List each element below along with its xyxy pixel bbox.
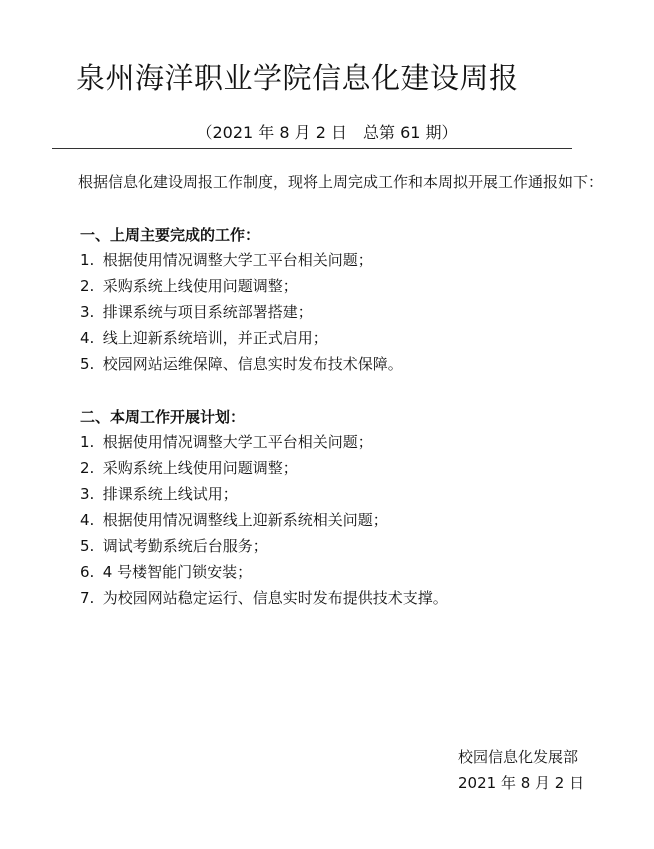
list-item-text: 4 号楼智能门锁安装； [102,563,253,581]
list-item [80,325,403,351]
list-item [80,299,403,325]
list-item [80,507,448,533]
section-this-week-heading: 二、本周工作开展计划： [80,408,246,426]
list-item-number: 1. [80,251,95,269]
list-item-number: 5. [80,355,95,373]
section-last-week-heading: 一、上周主要完成的工作： [80,226,261,244]
list-item-text: 排课系统上线试用； [102,485,238,503]
list-item-number: 5. [80,537,95,555]
list-item-text: 为校园网站稳定运行、信息实时发布提供技术支撑。 [102,589,448,607]
issue-info: （2021 年 8 月 2 日 总第 61 期） [196,123,458,142]
list-item [80,585,448,611]
report-title: 泉州海洋职业学院信息化建设周报 [76,61,519,95]
list-item-number: 2. [80,277,95,295]
list-item-number: 4. [80,329,95,347]
list-item-text: 根据使用情况调整大学工平台相关问题； [102,251,373,269]
list-item [80,351,403,377]
list-item [80,455,448,481]
list-item [80,533,448,559]
this-week-list [80,429,448,611]
list-item [80,429,448,455]
list-item-number: 3. [80,485,95,503]
list-item [80,481,448,507]
list-item [80,247,403,273]
list-item-text: 采购系统上线使用问题调整； [102,277,298,295]
list-item-number: 3. [80,303,95,321]
list-item-text: 根据使用情况调整线上迎新系统相关问题； [102,511,388,529]
list-item-text: 根据使用情况调整大学工平台相关问题； [102,433,373,451]
list-item [80,559,448,585]
list-item-text: 调试考勤系统后台服务； [102,537,268,555]
intro-paragraph: 根据信息化建设周报工作制度，现将上周完成工作和本周拟开展工作通报如下： [78,173,604,191]
list-item-text: 排课系统与项目系统部署搭建； [102,303,313,321]
list-item-number: 6. [80,563,95,581]
header-divider [52,148,572,149]
list-item-text: 校园网站运维保障、信息实时发布技术保障。 [102,355,403,373]
list-item-number: 1. [80,433,95,451]
signature-date: 2021 年 8 月 2 日 [458,774,585,792]
list-item [80,273,403,299]
list-item-number: 4. [80,511,95,529]
signature-department: 校园信息化发展部 [458,748,579,766]
list-item-number: 2. [80,459,95,477]
list-item-text: 线上迎新系统培训，并正式启用； [102,329,328,347]
signature-block [458,744,584,796]
last-week-list [80,247,403,377]
list-item-text: 采购系统上线使用问题调整； [102,459,298,477]
list-item-number: 7. [80,589,95,607]
